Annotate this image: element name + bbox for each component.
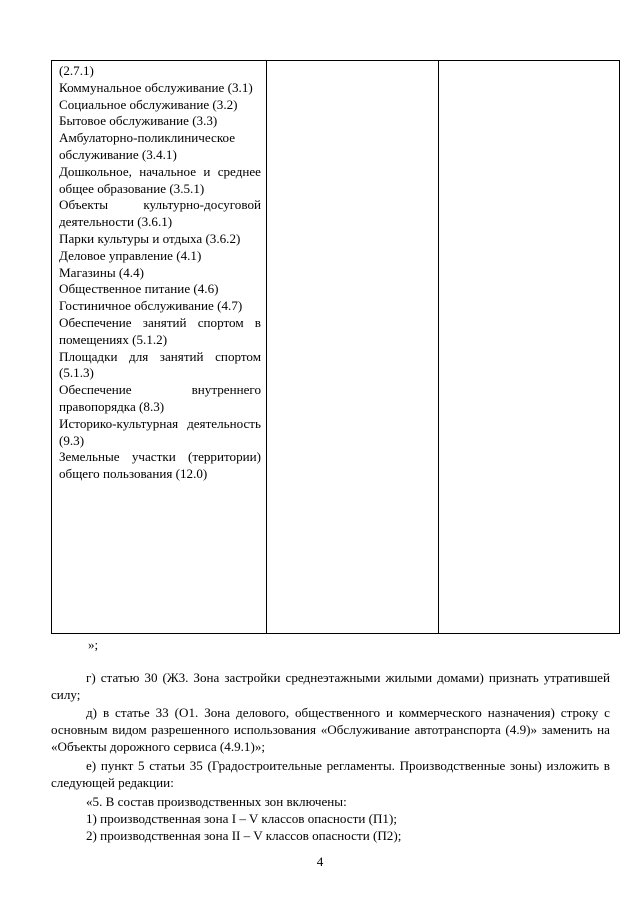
- list-item: Земельные участки (территории) общего пользования (12.0): [59, 449, 261, 482]
- list-item: Гостиничное обслуживание (4.7): [59, 298, 243, 314]
- list-item: Магазины (4.4): [59, 264, 144, 280]
- text-line: «5. В состав производственных зон включены:: [86, 794, 347, 809]
- list-item: Парки культуры и отдыха (3.6.2): [59, 230, 241, 246]
- list-item: Общественное питание (4.6): [59, 281, 219, 297]
- list-item: Амбулаторно-поликлиническое обслуживание (3.4.1): [59, 130, 236, 162]
- page-number: 4: [316, 854, 324, 869]
- list-item: Площадки для занятий спортом (5.1.3): [59, 348, 261, 381]
- table-cell-empty: [267, 61, 439, 634]
- list-item: Объекты культурно-досуговой деятельности (3.6.1): [59, 197, 261, 230]
- use-type-list: [52, 61, 266, 483]
- paragraph-d: д) в статье 33 (О1. Зона делового, общественного и коммерческого назначения) строку с основным видом разрешенного использования «Обслуживание автотранспорта (4.9)» заменить на «Объекты дорожного сервиса (4.9.1)»;: [51, 705, 610, 755]
- paragraph-g: г) статью 30 (Ж3. Зона застройки среднеэтажными жилыми домами) признать утратившей силу;: [51, 670, 610, 703]
- table-cell-empty: [439, 61, 620, 634]
- table-cell-use-types: [52, 61, 267, 634]
- list-item: Деловое управление (4.1): [59, 247, 202, 263]
- list-item: Историко-культурная деятельность (9.3): [59, 415, 261, 448]
- text-line: 2) производственная зона II – V классов опасности (П2);: [86, 828, 402, 843]
- paragraph-e: е) пункт 5 статьи 35 (Градостроительные регламенты. Производственные зоны) изложить в следующей редакции:: [51, 758, 610, 791]
- closing-quote: »;: [88, 637, 99, 652]
- text-line: 1) производственная зона I – V классов опасности (П1);: [86, 811, 397, 826]
- zoning-table: [51, 60, 620, 634]
- list-item: Обеспечение занятий спортом в помещениях (5.1.2): [59, 314, 261, 347]
- list-item: Дошкольное, начальное и среднее общее образование (3.5.1): [59, 163, 261, 196]
- list-item: Социальное обслуживание (3.2): [59, 96, 238, 112]
- list-item: (2.7.1): [59, 63, 94, 78]
- list-item: Коммунальное обслуживание (3.1): [59, 79, 253, 95]
- table-row: [52, 61, 620, 634]
- list-item: Обеспечение внутреннего правопорядка (8.3): [59, 382, 261, 414]
- list-item: Бытовое обслуживание (3.3): [59, 113, 218, 129]
